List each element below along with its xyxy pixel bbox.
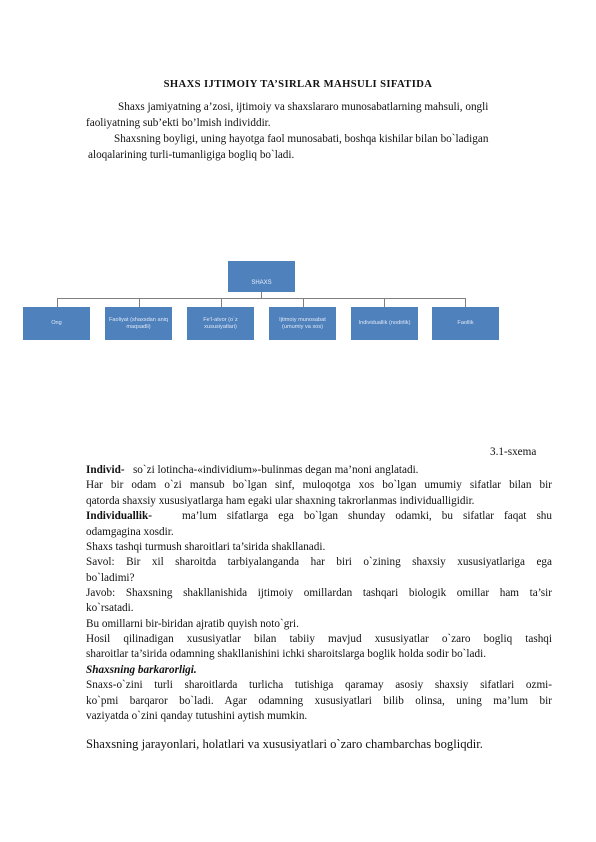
connector-6 <box>465 298 466 307</box>
diagram-node-individuallik: Individuallik (nodirlik) <box>351 307 418 340</box>
individ-line <box>86 463 418 477</box>
body-line-12: Hosil qilinadigan xususiyatlar bilan tabiiy mavjud xususiyatlar o`zaro bogliq tashqi <box>86 633 552 645</box>
body-line-5: odamgagina xosdir. <box>86 526 174 538</box>
answer-line-2: ko`rsatadi. <box>86 602 134 614</box>
intro-p2-line1: Shaxsning boyligi, uning hayotga faol munosabati, boshqa kishilar bilan bo`ladigan <box>114 133 489 145</box>
connector-1 <box>57 298 58 307</box>
intro-p1-line1: Shaxs jamiyatning a’zosi, ijtimoiy va shaxslararo munosabatlarning mahsuli, ongli <box>118 101 489 113</box>
body-line-13: sharoitlar ta’sirida odamning shakllanishini ichki sharoitslarga boglik holda sodir bo`ladi. <box>86 648 486 660</box>
body-line-11: Bu omillarni bir-biridan ajratib quyish noto`gri. <box>86 618 299 630</box>
diagram-node-ong: Ong <box>23 307 90 340</box>
individ-definition: so`zi lotincha-«individium»-bulinmas degan ma’noni anglatadi. <box>132 464 419 476</box>
diagram-node-ijtimoiy-munosabat: Ijtimoiy munosabat (umumiy va xos) <box>269 307 336 340</box>
question-line: Savol: Bir xil sharoitda tarbiyalanganda har biri o`zining shaxsiy xususiyatlariga ega <box>86 556 552 568</box>
body-line-15: Snaxs-o`zini turli sharoitlarda turlicha tutishiga qaramay asosiy shaxsiy sifatlari ozmi- <box>86 679 552 691</box>
body-line-17: vaziyatda o`zini qanday tutushini aytish mumkin. <box>86 710 308 722</box>
intro-p1-line2: faoliyatning sub’ekti bo’lmish individdir. <box>86 117 271 129</box>
intro-p2-line2: aloqalarining turli-tumanligiga bogliq bo`ladi. <box>88 149 295 161</box>
diagram-caption: 3.1-sxema <box>490 446 537 458</box>
connector-3 <box>221 298 222 307</box>
diagram-node-faoliyat: Faoliyat (shaxsdan aniq maqsadli) <box>105 307 172 340</box>
connector-2 <box>139 298 140 307</box>
body-line-2: Har bir odam o`zi mansub bo`lgan sinf, muloqotga xos bo`lgan umumiy sifatlar bilan bir <box>86 479 552 491</box>
diagram-node-faollik: Faollik <box>432 307 499 340</box>
individ-term: Individ- <box>86 464 125 476</box>
closing-sentence: Shaxsning jarayonlari, holatlari va xususiyatlari o`zaro chambarchas bogliqdir. <box>86 737 483 751</box>
answer-line: Javob: Shaxsning shakllanishida ijtimoiy omillardan tashqari biologik omillar ham ta’sir <box>86 587 552 599</box>
page-title: SHAXS IJTIMOIY TA’SIRLAR MAHSULI SIFATIDA <box>163 79 433 90</box>
connector-horizontal <box>57 298 465 299</box>
individuallik-definition: ma’lum sifatlarga ega bo`lgan shunday odamki, bu sifatlar faqat shu <box>182 510 552 522</box>
body-line-6: Shaxs tashqi turmush sharoitlari ta’sirida shakllanadi. <box>86 541 326 553</box>
body-line-16: ko`pmi barqaror bo`ladi. Agar odamning xususiyatlari bilib olinsa, uning ma’lum bir <box>86 695 552 707</box>
section-heading: Shaxsning barkarorligi. <box>86 664 197 676</box>
connector-4 <box>303 298 304 307</box>
diagram-root: SHAXS <box>228 261 295 292</box>
body-line-3: qatorda shaxsiy xususiyatlarga ham egaki ular shaxning takrorlanmas individualligidir. <box>86 495 475 507</box>
individuallik-term: Individuallik- <box>86 510 152 522</box>
question-line-2: bo`ladimi? <box>86 572 135 584</box>
individuallik-line <box>86 509 552 525</box>
connector-5 <box>384 298 385 307</box>
diagram-node-fel-atvor: Fe’l-atvor (o`z xususiyatlari) <box>187 307 254 340</box>
